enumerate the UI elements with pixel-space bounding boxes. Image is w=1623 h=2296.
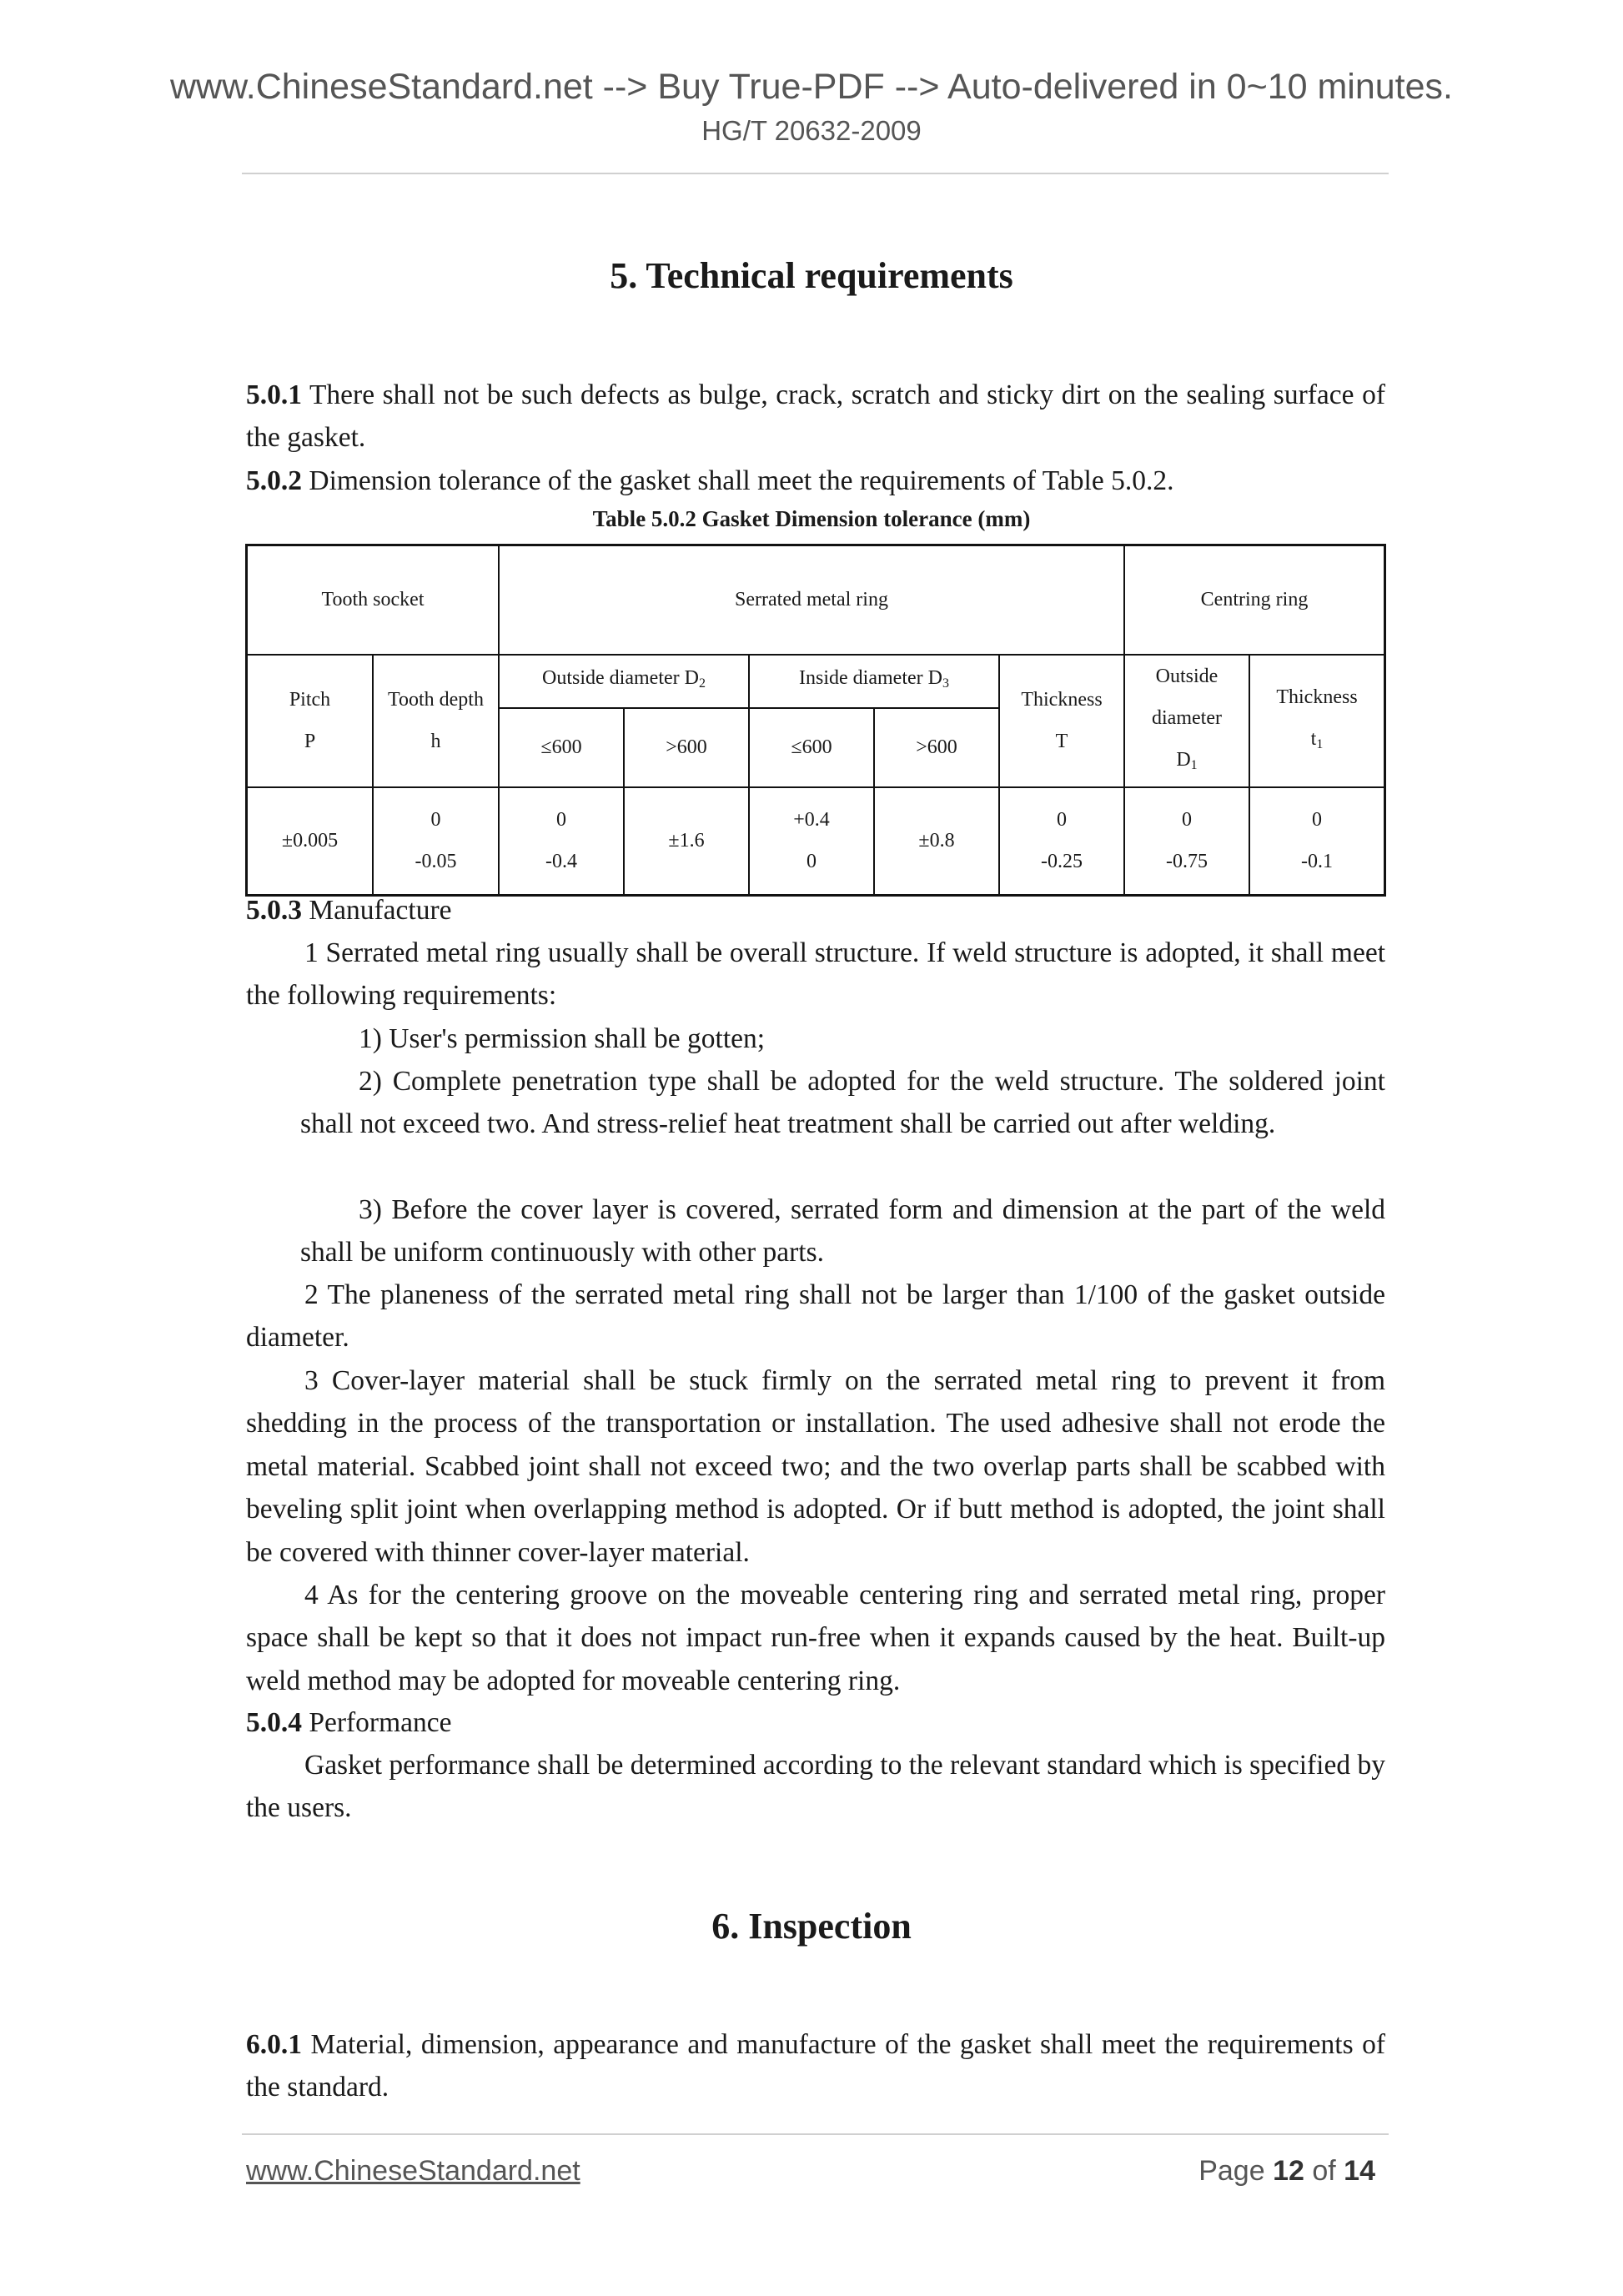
value-od-le600: 0 -0.4 — [499, 787, 624, 896]
standard-code: HG/T 20632-2009 — [701, 115, 922, 146]
clause-title: Manufacture — [309, 895, 452, 926]
tolerance-table — [245, 544, 1386, 897]
clause-text: Material, dimension, appearance and manufacture of the gasket shall meet the requirements of the standard. — [246, 2029, 1386, 2103]
header-id-gt600: >600 — [874, 708, 999, 786]
manufacture-item-3: 3 Cover-layer material shall be stuck firmly on the serrated metal ring to prevent it from shedding in the process of the transportation or installation. The used adhesive shall not erode the metal material. Scabbed joint shall not exceed two; and the two overlap parts shall be scabbed with beveling split joint when overlapping method is adopted. Or if butt method is adopted, the joint shall be covered with thinner cover-layer material. — [246, 1365, 1385, 1568]
value-centring-od: 0 -0.75 — [1124, 787, 1249, 896]
header-banner: www.ChineseStandard.net --> Buy True-PDF --> Auto-delivered in 0~10 minutes. — [169, 67, 1453, 107]
section-6-title: 6. Inspection — [711, 1906, 912, 1947]
manufacture-item-2: 2 The planeness of the serrated metal ring shall not be larger than 1/100 of the gasket outside diameter. — [246, 1279, 1385, 1354]
value-id-le600: +0.4 0 — [749, 787, 874, 896]
paragraph-6-0-1 — [246, 2023, 1385, 2109]
value-pitch: ±0.005 — [247, 787, 374, 896]
clause-text: Dimension tolerance of the gasket shall meet the requirements of Table 5.0.2. — [309, 465, 1174, 496]
header-inside-diameter: Inside diameter D3 — [749, 655, 999, 709]
clause-number: 5.0.1 — [246, 379, 302, 410]
header-centring-ring: Centring ring — [1124, 545, 1385, 655]
header-centring-outside-diameter: Outside diameter D1 — [1124, 655, 1249, 787]
header-serrated-metal-ring: Serrated metal ring — [499, 545, 1124, 655]
page-indicator: Page 12 of 14 — [1198, 2155, 1375, 2187]
table-caption: Table 5.0.2 Gasket Dimension tolerance (mm) — [592, 506, 1031, 531]
paragraph-5-0-4 — [246, 1701, 1385, 1744]
footer-divider — [242, 2133, 1389, 2135]
manufacture-item-1-2: 2) Complete penetration type shall be adopted for the weld structure. The soldered joint shall not exceed two. And stress-relief heat treatment shall be carried out after welding. — [300, 1066, 1385, 1140]
clause-number: 5.0.4 — [246, 1707, 302, 1738]
header-divider — [242, 173, 1389, 174]
header-outside-diameter: Outside diameter D2 — [499, 655, 749, 709]
performance-text: Gasket performance shall be determined according to the relevant standard which is specified by the users. — [246, 1750, 1385, 1824]
paragraph-5-0-1 — [246, 374, 1385, 460]
manufacture-item-4: 4 As for the centering groove on the moveable centering ring and serrated metal ring, proper space shall be kept so that it does not impact run-free when it expands caused by the heat. Built-up weld method may be adopted for moveable centering ring. — [246, 1580, 1385, 1696]
header-od-le600: ≤600 — [499, 708, 624, 786]
value-thickness-t: 0 -0.25 — [999, 787, 1124, 896]
section-5-title: 5. Technical requirements — [610, 255, 1013, 296]
header-thickness-t: Thickness T — [999, 655, 1124, 787]
value-centring-thickness: 0 -0.1 — [1249, 787, 1385, 896]
manufacture-item-1-1: 1) User's permission shall be gotten; — [359, 1023, 766, 1054]
clause-title: Performance — [309, 1707, 452, 1738]
header-pitch: Pitch P — [247, 655, 374, 787]
clause-number: 6.0.1 — [246, 2029, 302, 2060]
clause-text: There shall not be such defects as bulge, crack, scratch and sticky dirt on the sealing surface of the gasket. — [246, 379, 1385, 454]
header-tooth-depth: Tooth depth h — [373, 655, 499, 787]
manufacture-item-1: 1 Serrated metal ring usually shall be overall structure. If weld structure is adopted, it shall meet the following requirements: — [246, 937, 1385, 1012]
header-centring-thickness: Thickness t1 — [1249, 655, 1385, 787]
clause-number: 5.0.2 — [246, 465, 302, 496]
paragraph-5-0-2 — [246, 460, 1385, 502]
header-od-gt600: >600 — [624, 708, 749, 786]
paragraph-5-0-3 — [246, 889, 1385, 932]
manufacture-item-1-3: 3) Before the cover layer is covered, serrated form and dimension at the part of the weld shall be uniform continuously with other parts. — [300, 1194, 1385, 1269]
value-tooth-depth: 0 -0.05 — [373, 787, 499, 896]
value-id-gt600: ±0.8 — [874, 787, 999, 896]
header-tooth-socket: Tooth socket — [247, 545, 500, 655]
clause-number: 5.0.3 — [246, 895, 302, 926]
header-id-le600: ≤600 — [749, 708, 874, 786]
footer-site-link[interactable]: www.ChineseStandard.net — [246, 2155, 580, 2187]
value-od-gt600: ±1.6 — [624, 787, 749, 896]
